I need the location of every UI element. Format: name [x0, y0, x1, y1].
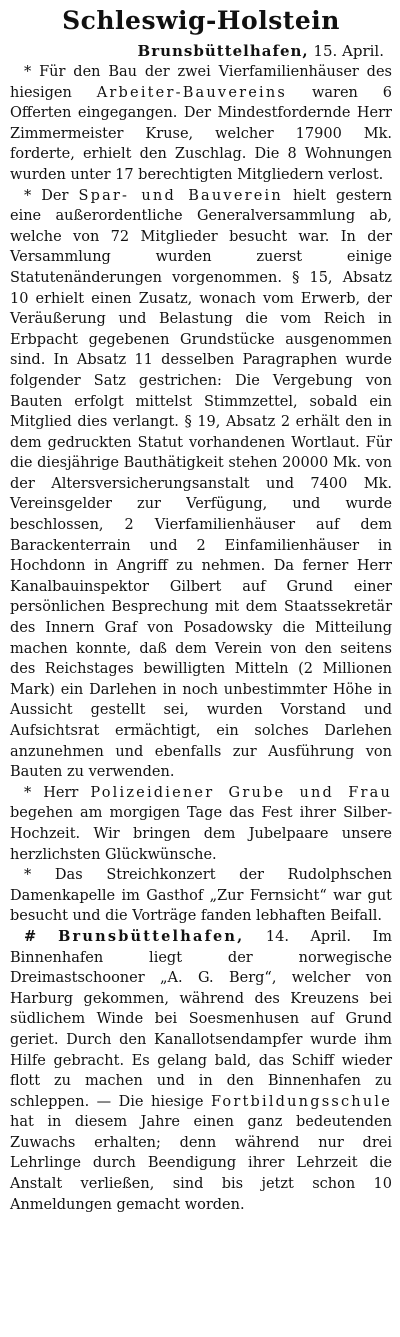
paragraph-text: hat in diesem Jahre einen ganz bedeutenden Zuwachs erhalten; denn während nur drei Lehrlinge durch Beendigung ihrer Lehrzeit die Anstalt verließen, sind bis jetzt schon 10 Anmeldungen gemacht worden. — [10, 1114, 392, 1213]
emphasized-term: Streichkonzert — [106, 867, 216, 884]
dateline — [10, 40, 384, 62]
paragraph-text: * Für den Bau der zwei Vierfamilienhäuser des hiesigen — [10, 64, 392, 101]
paragraph-text: * Das — [24, 867, 107, 884]
dateline-date: 15. April. — [313, 42, 384, 60]
paragraph-silberhochzeit — [10, 783, 392, 865]
paragraph-text: 14. April. Im Binnenhafen liegt der norwegische Dreimastschooner „A. G. Berg“, welcher von Harburg gekommen, während des Kreuzens bei südlichem Winde bei Soesmenhusen auf Grund geriet. Durch den Kanallotsendampfer wurde ihm Hilfe gebracht. Es gelang bald, das Schiff wieder flott zu machen und in den Binnenhafen zu schleppen. — Die hiesige — [10, 928, 392, 1110]
emphasized-term: Spar- und Bauverein — [78, 187, 283, 204]
section-title: Schleswig-Holstein — [62, 6, 340, 35]
dateline-place-inline: Brunsbüttelhafen, — [58, 927, 245, 945]
paragraph-text: hielt gestern eine außerordentliche Generalversammlung ab, welche von 72 Mitglieder besucht war. In der Versammlung wurden zuerst einige Statutenänderungen vorgenommen. § 15, Absatz 10 erhielt einen Zusatz, wonach vom Erwerb, der Veräußerung und Belastung die vom Reich in Erbpacht gegebenen Grundstücke ausgenommen sind. In Absatz 11 desselben Paragraphen wurde folgender Satz gestrichen: Die Vergebung von Bauten erfolgt mittelst Stimmzettel, sobald ein Mitglied dies verlangt. § 19, Absatz 2 erhält den in dem gedruckten Statut vorhandenen Wortlaut. Für die diesjährige Bauthätigkeit stehen 20000 Mk. von der Altersversicherungsanstalt und 7400 Mk. Vereinsgelder zur Verfügung, und wurde beschlossen, 2 Vierfamilienhäuser auf dem Barackenterrain und 2 Einfamilienhäuser in Hochdonn in Angriff zu nehmen. Da ferner Herr Kanalbauinspektor Gilbert auf Grund einer persönlichen Besprechung mit dem Staatssekretär des Innern Graf von Posadowsky die Mitteilung machen konnte, daß dem Verein von den seitens des Reichstages bewilligten Mitteln (2 Millionen Mark) ein Darlehen in noch unbestimmter Höhe in Aussicht gestellt sei, wurden Vorstand und Aufsichtsrat ermächtigt, ein solches Darlehen anzunehmen und ebenfalls zur Ausführung von Bauten zu verwenden. — [10, 187, 392, 781]
section-mark: # — [24, 927, 59, 945]
paragraph-text: waren 6 Offerten eingegangen. Der Mindestfordernde Herr Zimmermeister Kruse, welcher 17900 Mk. forderte, erhielt den Zuschlag. Die 8 Wohnungen wurden unter 17 berechtigten Mitgliedern verlost. — [10, 84, 392, 183]
emphasized-term: Fortbildungsschule — [210, 1093, 392, 1110]
paragraph-streichkonzert — [10, 865, 392, 927]
paragraph-binnenhafen — [10, 927, 392, 1215]
emphasized-term: Arbeiter-Bauvereins — [96, 84, 288, 101]
paragraph-text: * Der — [24, 187, 79, 204]
paragraph-bauverein — [10, 186, 392, 783]
article-body — [10, 62, 392, 1215]
paragraph-bau-offerten — [10, 62, 392, 186]
paragraph-text: * Herr — [24, 784, 91, 801]
paragraph-text: der Rudolphschen Damenkapelle im Gasthof „Zur Fernsicht“ war gut besucht und die Vorträge fanden lebhaften Beifall. — [10, 867, 392, 925]
paragraph-text: begehen am morgigen Tage das Fest ihrer Silber-Hochzeit. Wir bringen dem Jubelpaare unsere herzlichsten Glückwünsche. — [10, 805, 392, 863]
emphasized-term: Polizeidiener Grube und Frau — [90, 784, 393, 801]
dateline-place: Brunsbüttelhafen, — [137, 42, 309, 60]
